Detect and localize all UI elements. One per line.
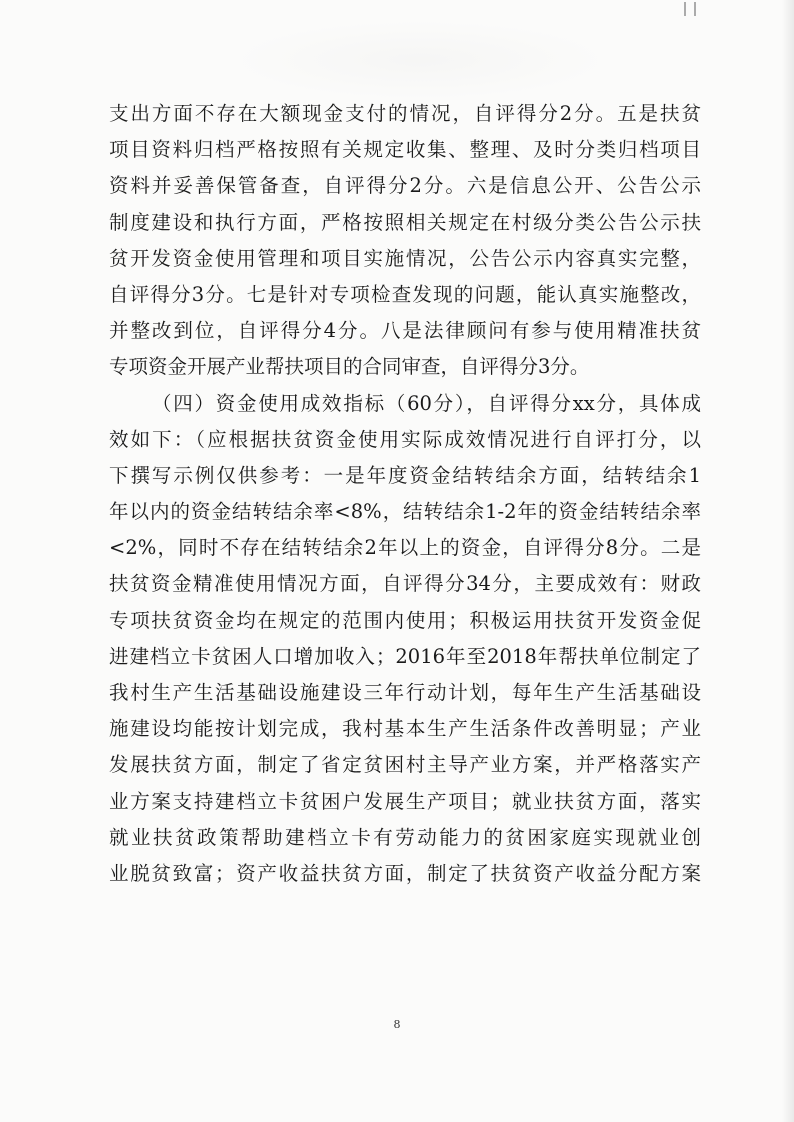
- staple-mark-icon: [684, 2, 696, 16]
- text-line: 施建设均能按计划完成，我村基本生产生活条件改善明显；产业: [109, 717, 701, 741]
- section-heading-line: （四）资金使用成效指标（60分），自评得分xx分，具体成: [152, 391, 701, 415]
- text-line: 发展扶贫方面，制定了省定贫困村主导产业方案，并严格落实产: [109, 753, 701, 777]
- text-line: 进建档立卡贫困人口增加收入；2016年至2018年帮扶单位制定了: [109, 644, 701, 668]
- text-line: 年以内的资金结转结余率<8%，结转结余1-2年的资金结转结余率: [109, 500, 701, 524]
- text-line: 并整改到位，自评得分4分。八是法律顾问有参与使用精准扶贫: [109, 319, 701, 343]
- text-line: 就业扶贫政策帮助建档立卡有劳动能力的贫困家庭实现就业创: [109, 825, 701, 849]
- document-body: [109, 96, 701, 892]
- scan-bleed-shadow: [230, 20, 610, 100]
- page-number: 8: [393, 1018, 401, 1031]
- text-line: 贫开发资金使用管理和项目实施情况，公告公示内容真实完整，: [109, 246, 701, 270]
- text-line: 资料并妥善保管备查，自评得分2分。六是信息公开、公告公示: [109, 174, 701, 198]
- scan-edge-shadow: [782, 0, 794, 1122]
- text-line: 效如下：（应根据扶贫资金使用实际成效情况进行自评打分，以: [109, 427, 701, 451]
- text-line: 我村生产生活基础设施建设三年行动计划，每年生产生活基础设: [109, 681, 701, 704]
- text-line: 项目资料归档严格按照有关规定收集、整理、及时分类归档项目: [109, 138, 701, 162]
- text-line: <2%，同时不存在结转结余2年以上的资金，自评得分8分。二是: [109, 536, 701, 560]
- text-line: 扶贫资金精准使用情况方面，自评得分34分，主要成效有：财政: [109, 572, 701, 596]
- text-line: 自评得分3分。七是针对专项检查发现的问题，能认真实施整改，: [109, 282, 701, 306]
- text-line: 业脱贫致富；资产收益扶贫方面，制定了扶贫资产收益分配方案: [109, 861, 701, 885]
- text-line: 专项扶贫资金均在规定的范围内使用；积极运用扶贫开发资金促: [109, 608, 701, 632]
- text-line: 专项资金开展产业帮扶项目的合同审查，自评得分3分。: [109, 355, 590, 379]
- text-line: 业方案支持建档立卡贫困户发展生产项目；就业扶贫方面，落实: [109, 789, 701, 813]
- text-line: 支出方面不存在大额现金支付的情况，自评得分2分。五是扶贫: [109, 102, 701, 125]
- text-line: 制度建设和执行方面，严格按照相关规定在村级分类公告公示扶: [109, 210, 701, 234]
- text-line: 下撰写示例仅供参考：一是年度资金结转结余方面，结转结余1: [109, 463, 701, 487]
